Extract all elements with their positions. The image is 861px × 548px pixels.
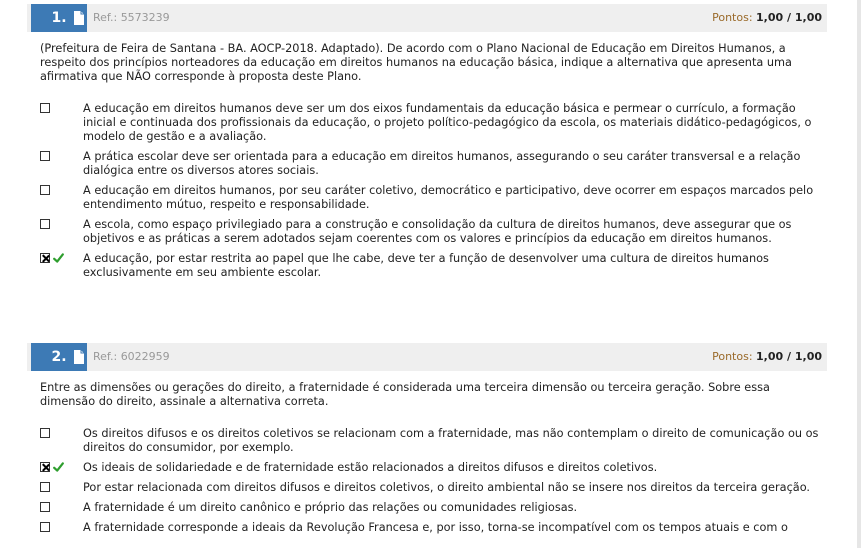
option-item-selected bbox=[27, 461, 827, 475]
score-max: 1,00 bbox=[794, 350, 822, 363]
option-checkbox[interactable] bbox=[40, 151, 50, 161]
question-reference: Ref.: 6022959 bbox=[93, 350, 170, 363]
question-number: 1. bbox=[31, 4, 87, 32]
green-check-icon bbox=[53, 461, 64, 473]
option-item bbox=[27, 427, 827, 455]
question-score bbox=[712, 350, 822, 364]
option-text: Os direitos difusos e os direitos coletivos se relacionam com a fraternidade, mas não contemplam o direito de comunicação ou os direitos do consumidor, por exemplo. bbox=[83, 427, 819, 454]
question-score bbox=[712, 11, 822, 25]
document-icon[interactable] bbox=[72, 10, 86, 26]
option-text: Por estar relacionada com direitos difusos e direitos coletivos, o direito ambiental não se insere nos direitos da terceira geração. bbox=[83, 481, 811, 494]
score-value: 1,00 bbox=[756, 11, 784, 24]
scrollbar[interactable] bbox=[857, 0, 861, 548]
option-text: A escola, como espaço privilegiado para a construção e consolidação da cultura de direitos humanos, deve assegurar que os objetivos e as práticas a serem adotados sejam coerentes com os valores e princípios da educação em direitos humanos. bbox=[83, 218, 792, 245]
option-item bbox=[27, 521, 827, 535]
option-item bbox=[27, 481, 827, 495]
question-header bbox=[27, 343, 827, 371]
score-label: Pontos: bbox=[712, 11, 757, 24]
question-1 bbox=[27, 4, 827, 286]
question-number: 2. bbox=[31, 343, 87, 371]
score-separator: / bbox=[783, 350, 795, 363]
option-text: A educação, por estar restrita ao papel que lhe cabe, deve ter a função de desenvolver uma cultura de direitos humanos exclusivamente em seu ambiente escolar. bbox=[83, 252, 769, 279]
option-checkbox[interactable] bbox=[40, 522, 50, 532]
score-max: 1,00 bbox=[794, 11, 822, 24]
question-header bbox=[27, 4, 827, 32]
option-text: A fraternidade é um direito canônico e próprio das relações ou comunidades religiosas. bbox=[83, 501, 578, 514]
option-text: A prática escolar deve ser orientada para a educação em direitos humanos, assegurando o seu caráter transversal e a relação dialógica entre os diversos atores sociais. bbox=[83, 150, 801, 177]
option-text: A educação em direitos humanos deve ser um dos eixos fundamentais da educação básica e permear o currículo, a formação inicial e continuada dos profissionais da educação, o projeto político-pedagógico da escola, os materiais didático-pedagógicos, o modelo de gestão e a avaliação. bbox=[83, 102, 812, 143]
option-checkbox[interactable] bbox=[40, 185, 50, 195]
option-checkbox[interactable] bbox=[40, 219, 50, 229]
option-text: A fraternidade corresponde a ideais da Revolução Francesa e, por isso, torna-se incompatível com os tempos atuais e com o bbox=[83, 521, 788, 534]
option-text: A educação em direitos humanos, por seu caráter coletivo, democrático e participativo, deve ocorrer em espaços marcados pelo entendimento mútuo, respeito e responsabilidade. bbox=[83, 184, 814, 211]
option-checkbox[interactable] bbox=[40, 428, 50, 438]
option-item bbox=[27, 184, 827, 212]
option-checkbox[interactable] bbox=[40, 482, 50, 492]
green-check-icon bbox=[53, 252, 64, 264]
option-checkbox-checked[interactable] bbox=[40, 462, 50, 472]
question-reference: Ref.: 5573239 bbox=[93, 11, 170, 24]
document-icon[interactable] bbox=[72, 349, 86, 365]
question-2 bbox=[27, 343, 827, 541]
options-list bbox=[27, 427, 827, 535]
option-item bbox=[27, 102, 827, 144]
option-item-selected bbox=[27, 252, 827, 280]
options-list bbox=[27, 102, 827, 280]
option-item bbox=[27, 150, 827, 178]
score-separator: / bbox=[783, 11, 795, 24]
option-checkbox[interactable] bbox=[40, 103, 50, 113]
score-value: 1,00 bbox=[756, 350, 784, 363]
option-checkbox[interactable] bbox=[40, 502, 50, 512]
option-item bbox=[27, 501, 827, 515]
option-item bbox=[27, 218, 827, 246]
question-text: (Prefeitura de Feira de Santana - BA. AOCP-2018. Adaptado). De acordo com o Plano Nacional de Educação em Direitos Humanos, a respeito dos princípios norteadores da educação em direitos humanos na educação básica, indique a alternativa que apresenta uma afirmativa que NÃO corresponde à proposta deste Plano. bbox=[40, 42, 792, 83]
score-label: Pontos: bbox=[712, 350, 757, 363]
option-text: Os ideais de solidariedade e de fraternidade estão relacionados a direitos difusos e direitos coletivos. bbox=[83, 461, 658, 474]
option-checkbox-checked[interactable] bbox=[40, 253, 50, 263]
question-text: Entre as dimensões ou gerações do direito, a fraternidade é considerada uma terceira dimensão ou terceira geração. Sobre essa dimensão do direito, assinale a alternativa correta. bbox=[40, 381, 770, 408]
